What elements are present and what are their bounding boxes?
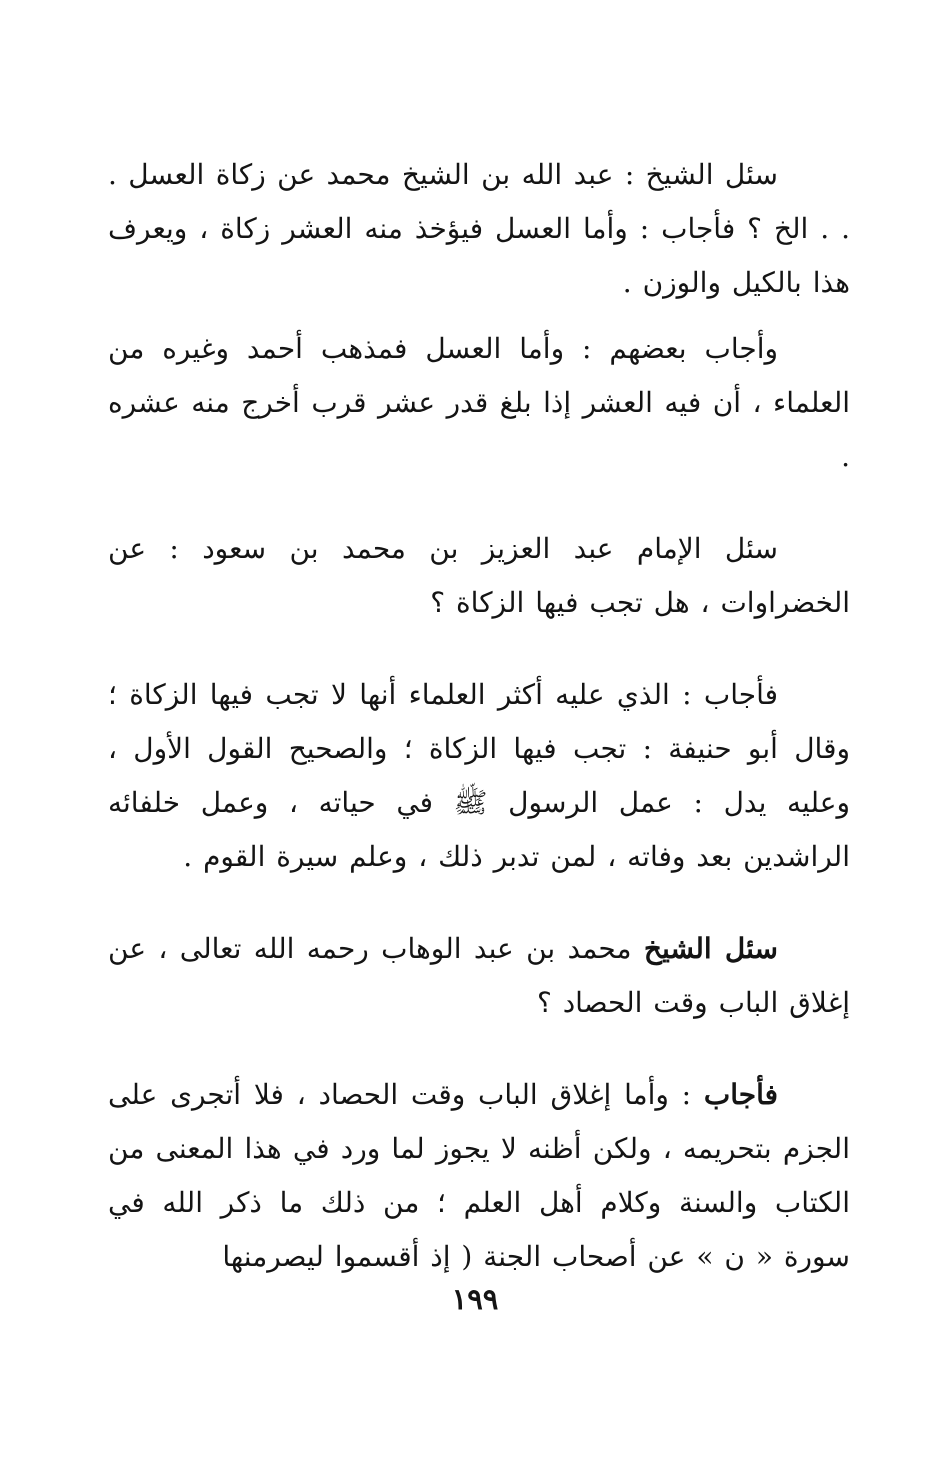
paragraph-text: وأجاب بعضهم : وأما العسل فمذهب أحمد وغيره من العلماء ، أن فيه العشر إذا بلغ قدر عشر قرب أخرج منه عشره . — [108, 332, 850, 473]
paragraph-lead: سئل الشيخ — [643, 932, 778, 965]
paragraph-gap — [108, 310, 850, 322]
paragraph-text: محمد بن عبد الوهاب رحمه الله تعالى ، عن إغلاق الباب وقت الحصاد ؟ — [108, 932, 850, 1019]
paragraph-honey-answer — [108, 322, 850, 484]
page-text — [108, 148, 850, 1284]
paragraph-gap — [108, 1030, 850, 1068]
paragraph-honey-question — [108, 148, 850, 310]
paragraph-door-question — [108, 922, 850, 1030]
paragraph-vegetables-question — [108, 522, 850, 630]
paragraph-text: : وأما إغلاق الباب وقت الحصاد ، فلا أتجرى على الجزم بتحريمه ، ولكن أظنه لا يجوز لما ورد في هذا المعنى من الكتاب والسنة وكلام أهل العلم ؛ من ذلك ما ذكر الله في سورة « ن » عن أصحاب الجنة ( إذ أقسموا ليصرمنها — [108, 1078, 850, 1273]
paragraph-text: فأجاب : الذي عليه أكثر العلماء أنها لا تجب فيها الزكاة ؛ وقال أبو حنيفة : تجب فيها الزكاة ؛ والصحيح القول الأول ، وعليه يدل : عمل الرسول ﷺ في حياته ، وعمل خلفائه الراشدين بعد وفاته ، لمن تدبر ذلك ، وعلم سيرة القوم . — [108, 678, 850, 873]
paragraph-lead: فأجاب — [703, 1078, 778, 1111]
paragraph-text: سئل الشيخ : عبد الله بن الشيخ محمد عن زكاة العسل . . . الخ ؟ فأجاب : وأما العسل فيؤخذ منه العشر زكاة ، ويعرف هذا بالكيل والوزن . — [108, 158, 850, 299]
page-number: ١٩٩ — [451, 1282, 499, 1316]
paragraph-gap — [108, 484, 850, 522]
paragraph-vegetables-answer — [108, 668, 850, 884]
paragraph-door-answer — [108, 1068, 850, 1284]
paragraph-gap — [108, 630, 850, 668]
paragraph-text: سئل الإمام عبد العزيز بن محمد بن سعود : عن الخضراوات ، هل تجب فيها الزكاة ؟ — [108, 532, 850, 619]
paragraph-gap — [108, 884, 850, 922]
